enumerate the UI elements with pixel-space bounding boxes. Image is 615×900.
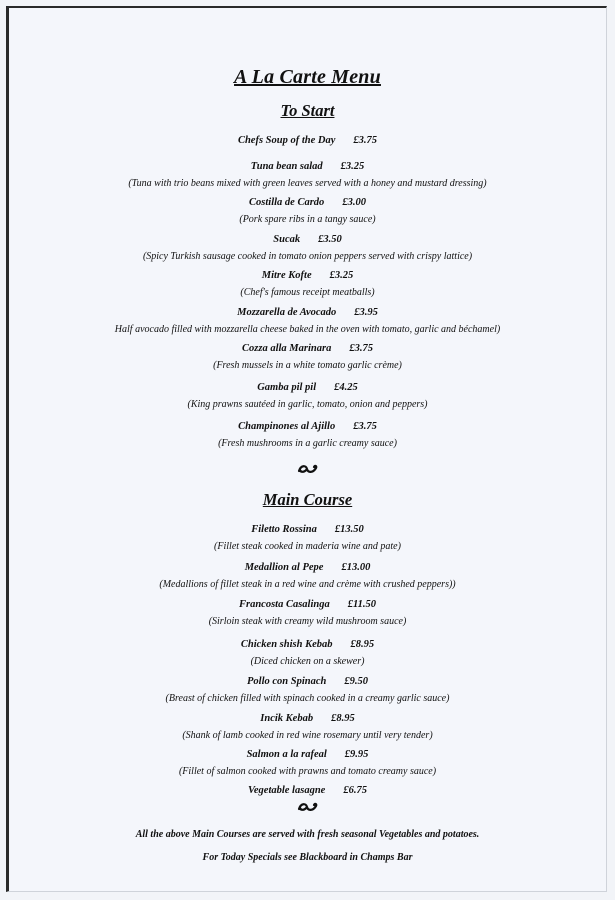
ornament-icon — [0, 800, 615, 819]
menu-item — [0, 420, 615, 450]
item-price: £13.00 — [341, 562, 371, 573]
item-description: (Sirloin steak with creamy wild mushroom sauce) — [208, 616, 407, 627]
item-price: £9.95 — [344, 749, 369, 760]
item-price: £13.50 — [334, 524, 364, 535]
menu-item — [0, 233, 615, 263]
item-price: £6.75 — [343, 785, 367, 796]
menu-title: A La Carte Menu — [234, 66, 381, 88]
item-description: (Pork spare ribs in a tangy sauce) — [239, 214, 376, 225]
menu-item — [0, 342, 615, 372]
menu-item — [0, 748, 615, 778]
item-price: £3.95 — [354, 307, 378, 318]
menu-item — [0, 196, 615, 226]
item-description: (Fresh mushrooms in a garlic creamy sauce) — [218, 438, 397, 449]
menu-item — [0, 675, 615, 705]
menu-item — [0, 134, 615, 147]
menu-item — [0, 712, 615, 742]
item-price: £3.75 — [349, 343, 373, 354]
item-name: Tuna bean salad — [250, 161, 323, 172]
item-description: (King prawns sautéed in garlic, tomato, onion and peppers) — [187, 399, 428, 410]
item-price: £3.75 — [353, 421, 377, 432]
menu-item — [0, 523, 615, 553]
item-name: Costilla de Cardo — [249, 197, 325, 208]
menu-item — [0, 598, 615, 628]
starters-heading: To Start — [280, 101, 335, 120]
menu-item — [0, 306, 615, 336]
item-name: Cozza alla Marinara — [242, 343, 332, 354]
item-description: (Chef's famous receipt meatballs) — [240, 287, 375, 298]
item-name: Vegetable lasagne — [248, 785, 326, 796]
item-price: £8.95 — [331, 713, 355, 724]
item-price: £3.25 — [329, 270, 354, 281]
item-description: (Medallions of fillet steak in a red wine and crème with crushed peppers)) — [159, 579, 456, 590]
item-price: £9.50 — [344, 676, 368, 687]
item-price: £4.25 — [334, 382, 358, 393]
item-description: (Breast of chicken filled with spinach cooked in a creamy garlic sauce) — [165, 693, 450, 704]
item-description: (Fillet steak cooked in maderia wine and pate) — [214, 541, 401, 552]
specials-note: For Today Specials see Blackboard in Champs Bar — [202, 852, 413, 863]
item-description: (Fresh mussels in a white tomato garlic crème) — [213, 360, 402, 371]
item-name: Chicken shish Kebab — [240, 639, 333, 650]
item-name: Gamba pil pil — [257, 382, 317, 393]
menu-item — [0, 160, 615, 190]
item-description: (Tuna with trio beans mixed with green leaves served with a honey and mustard dressing) — [128, 178, 487, 189]
menu-item — [0, 561, 615, 591]
menu-item — [0, 784, 615, 797]
item-price: £3.75 — [353, 135, 378, 146]
item-name: Sucak — [273, 234, 301, 245]
item-description: Half avocado filled with mozzarella cheese baked in the oven with tomato, garlic and béchamel) — [114, 324, 501, 335]
item-name: Mozzarella de Avocado — [237, 307, 337, 318]
item-description: (Spicy Turkish sausage cooked in tomato onion peppers served with crispy lattice) — [142, 251, 473, 262]
item-description: (Diced chicken on a skewer) — [250, 656, 365, 667]
item-name: Francosta Casalinga — [238, 599, 330, 610]
item-name: Incik Kebab — [260, 713, 314, 724]
item-description: (Fillet of salmon cooked with prawns and tomato creamy sauce) — [178, 766, 437, 777]
item-price: £11.50 — [347, 599, 377, 610]
item-name: Medallion al Pepe — [244, 562, 324, 573]
item-price: £3.50 — [318, 234, 342, 245]
item-price: £3.00 — [342, 197, 366, 208]
item-description: (Shank of lamb cooked in red wine rosemary until very tender) — [182, 730, 433, 741]
item-name: Mitre Kofte — [261, 270, 312, 281]
mains-heading: Main Course — [262, 490, 353, 509]
item-name: Champinones al Ajillo — [238, 421, 336, 432]
menu-item — [0, 381, 615, 411]
item-name: Salmon a la rafeal — [246, 749, 327, 760]
item-price: £8.95 — [350, 639, 375, 650]
item-price: £3.25 — [340, 161, 365, 172]
menu-item — [0, 638, 615, 668]
item-name: Filetto Rossina — [251, 524, 317, 535]
item-name: Chefs Soup of the Day — [237, 135, 336, 146]
ornament-icon — [0, 462, 615, 481]
footer-note: All the above Main Courses are served with fresh seasonal Vegetables and potatoes. — [135, 829, 480, 840]
menu-item — [0, 269, 615, 299]
item-name: Pollo con Spinach — [247, 676, 327, 687]
